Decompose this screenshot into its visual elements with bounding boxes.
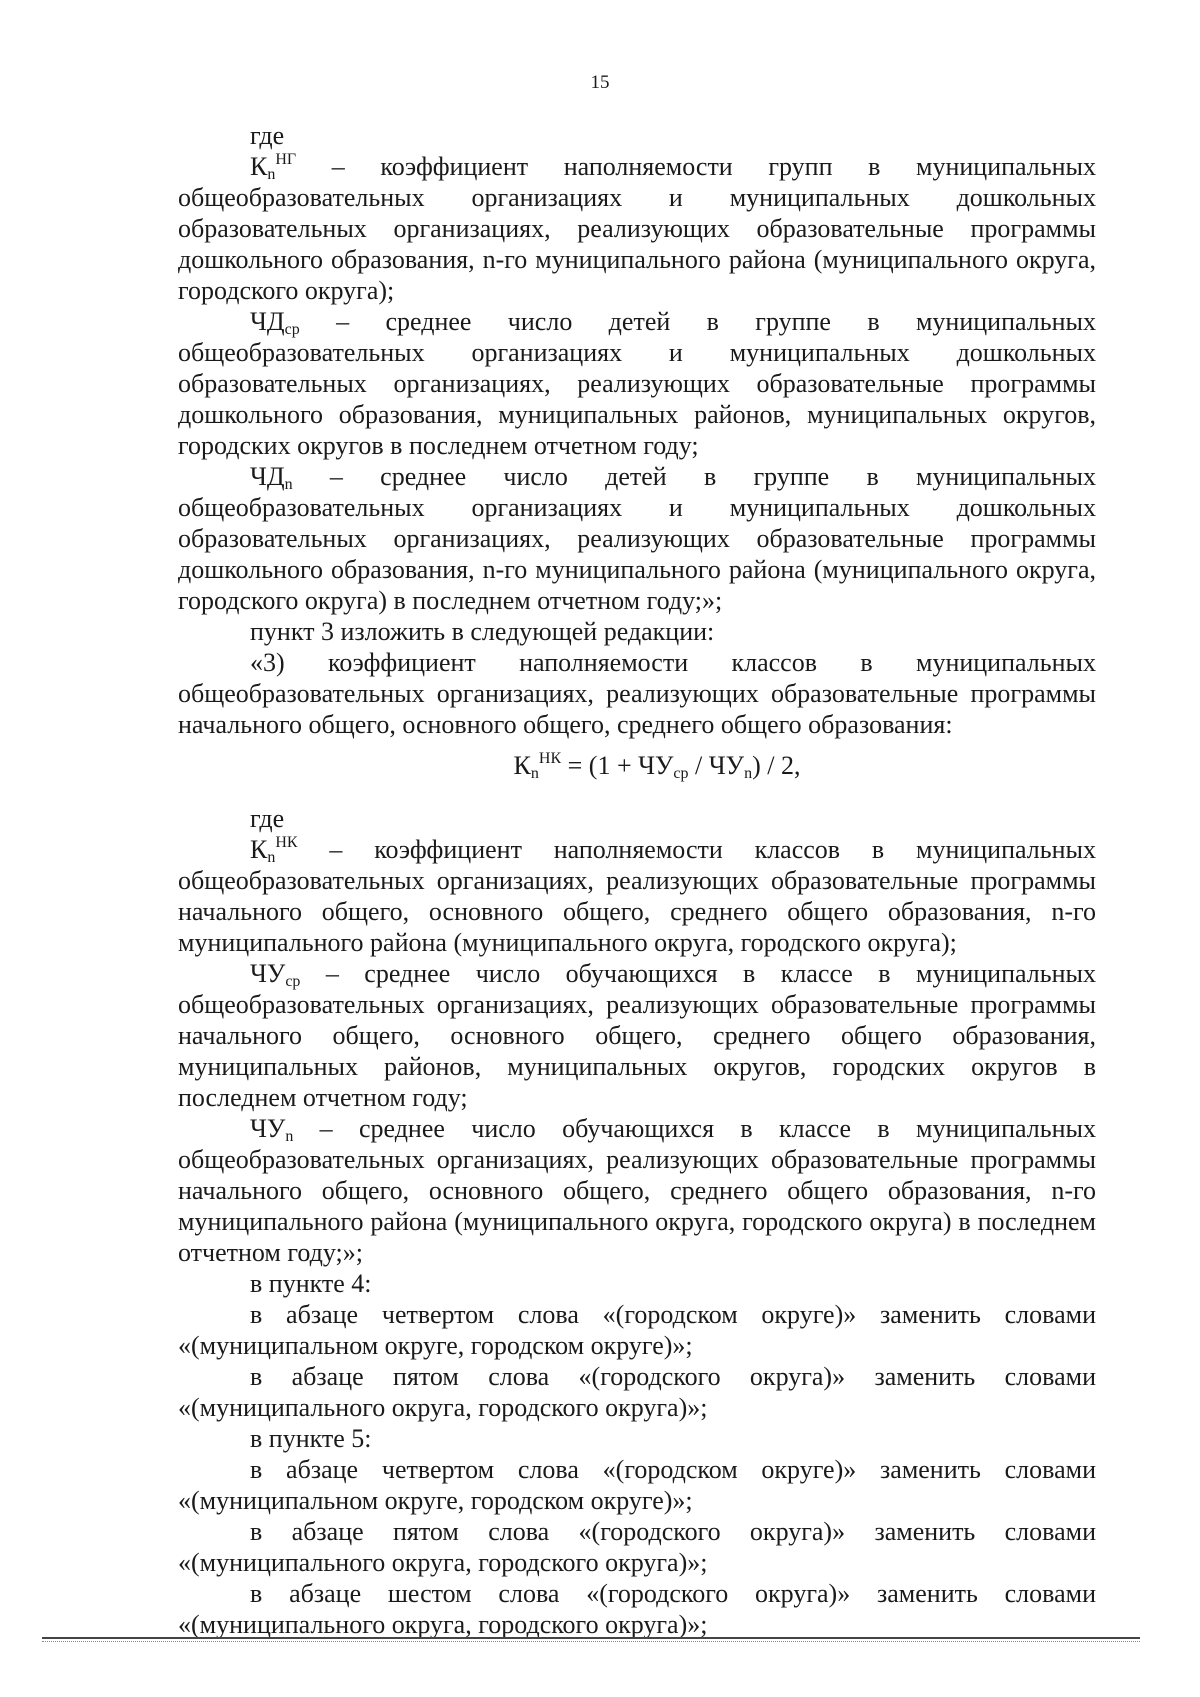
symbol-sub: ср xyxy=(284,321,300,338)
paragraph-where-2: где xyxy=(250,804,285,833)
paragraph-where-1: где xyxy=(250,121,285,150)
footer-divider-dotted xyxy=(42,1641,1140,1642)
paragraph-def-chu-n xyxy=(178,1113,1096,1268)
definition-text: – среднее число детей в группе в муниципальных общеобразовательных организациях и муниципальных дошкольных образовательных организациях, реализующих образовательные программы дошкольного образования, n-го муниципального района (муниципального округа, городского округа) в последнем отчетном году;»; xyxy=(178,462,1096,615)
definition-text: – коэффициент наполняемости групп в муниципальных общеобразовательных организациях и муниципальных дошкольных образовательных организациях, реализующих образовательные программы дошкольного образования, n-го муниципального района (муниципального округа, городского округа); xyxy=(178,152,1096,305)
paragraph-def-chu-sr xyxy=(178,958,1096,1113)
symbol-sub: n xyxy=(284,476,293,493)
paragraph-def-chd-n xyxy=(178,461,1096,616)
paragraph-point5-abz5: в абзаце пятом слова «(городского округа)» заменить словами «(муниципального округа, городского округа)»; xyxy=(178,1517,1096,1577)
paragraph-point5-abz6: в абзаце шестом слова «(городского округа)» заменить словами «(муниципального округа, городского округа)»; xyxy=(178,1579,1096,1639)
formula-k-sup: НК xyxy=(538,750,562,767)
paragraph-point3: пункт 3 изложить в следующей редакции: xyxy=(250,617,715,646)
symbol-chu: ЧУ xyxy=(250,1114,286,1143)
symbol-k: К xyxy=(250,835,268,864)
paragraph-point4-abz4: в абзаце четвертом слова «(городском округе)» заменить словами «(муниципальном округе, городском округе)»; xyxy=(178,1300,1096,1360)
symbol-sub: n xyxy=(285,1128,294,1145)
footer-divider xyxy=(42,1637,1140,1639)
paragraph-point4-abz5: в абзаце пятом слова «(городского округа)» заменить словами «(муниципального округа, городского округа)»; xyxy=(178,1362,1096,1422)
definition-text: – коэффициент наполняемости классов в муниципальных общеобразовательных организациях, реализующих образовательные программы начального общего, основного общего, среднего общего образования, n-го муниципального района (муниципального округа, городского округа); xyxy=(178,835,1096,957)
formula-tail: ) / 2, xyxy=(752,751,801,780)
formula-cu-sub2: n xyxy=(744,765,753,782)
paragraph-def-kn-ng xyxy=(178,151,1096,306)
formula-kn-nk xyxy=(178,750,1096,781)
symbol-k: К xyxy=(250,152,268,181)
symbol-chu: ЧУ xyxy=(250,959,286,988)
paragraph-def-kn-nk xyxy=(178,834,1096,958)
paragraph-point5-abz4: в абзаце четвертом слова «(городском округе)» заменить словами «(муниципальном округе, городском округе)»; xyxy=(178,1455,1096,1515)
symbol-sup: НГ xyxy=(275,151,297,168)
formula-eq: = (1 + ЧУ xyxy=(561,751,674,780)
paragraph-point5: в пункте 5: xyxy=(250,1424,372,1453)
formula-div: / ЧУ xyxy=(688,751,745,780)
formula-k: К xyxy=(513,751,531,780)
formula-k-sub: n xyxy=(530,765,539,782)
symbol-sub: n xyxy=(267,849,276,866)
symbol-chd: ЧД xyxy=(250,307,285,336)
paragraph-def-chd-sr xyxy=(178,306,1096,461)
page-number: 15 xyxy=(590,72,610,93)
paragraph-point3-text: «3) коэффициент наполняемости классов в муниципальных общеобразовательных организациях, реализующих образовательные программы начального общего, основного общего, среднего общего образования: xyxy=(178,648,1096,739)
formula-cu-sub1: ср xyxy=(673,765,689,782)
document-body xyxy=(178,120,1096,1640)
symbol-sub: n xyxy=(267,166,276,183)
symbol-chd: ЧД xyxy=(250,462,285,491)
definition-text: – среднее число детей в группе в муниципальных общеобразовательных организациях и муниципальных дошкольных образовательных организациях, реализующих образовательные программы дошкольного образования, муниципальных районов, муниципальных округов, городских округов в последнем отчетном году; xyxy=(178,307,1096,460)
symbol-sup: НК xyxy=(275,834,298,851)
definition-text: – среднее число обучающихся в классе в муниципальных общеобразовательных организациях, реализующих образовательные программы начального общего, основного общего, среднего общего образования, n-го муниципального района (муниципального округа, городского округа) в последнем отчетном году;»; xyxy=(178,1114,1096,1267)
symbol-sub: ср xyxy=(285,973,301,990)
paragraph-point4: в пункте 4: xyxy=(250,1269,372,1298)
definition-text: – среднее число обучающихся в классе в муниципальных общеобразовательных организациях, реализующих образовательные программы начального общего, основного общего, среднего общего образования, муниципальных районов, муниципальных округов, городских округов в последнем отчетном году; xyxy=(178,959,1096,1112)
